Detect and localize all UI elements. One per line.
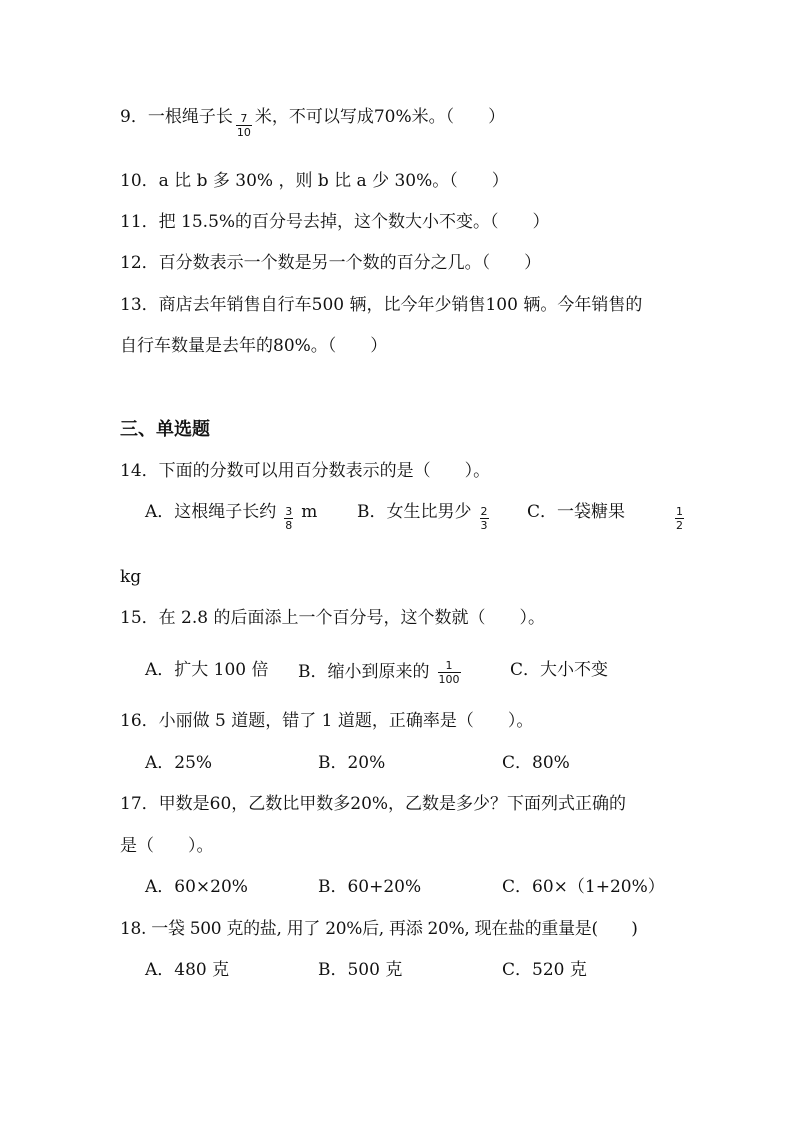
fraction-7-10: $\frac{7}{10}$ bbox=[236, 112, 251, 139]
question-16-option-c: C．80% bbox=[502, 753, 570, 773]
section-title: 三、单选题 bbox=[120, 419, 210, 440]
option-c-text: C．一袋糖果 bbox=[527, 502, 626, 522]
question-9 bbox=[120, 106, 505, 139]
question-15-option-a: A．扩大 100 倍 bbox=[145, 660, 269, 680]
option-b-text: B．缩小到原来的 bbox=[298, 662, 430, 682]
question-14-option-b bbox=[357, 501, 497, 532]
question-15-stem: 15．在 2.8 的后面添上一个百分号，这个数就（ ）。 bbox=[120, 608, 545, 628]
question-17-option-c: C．60×（1+20%） bbox=[502, 877, 665, 897]
question-16-option-a: A．25% bbox=[145, 753, 213, 773]
question-18-option-b: B．500 克 bbox=[318, 960, 403, 980]
question-15-option-c: C．大小不变 bbox=[510, 660, 609, 680]
question-11: 11．把 15.5%的百分号去掉，这个数大小不变。（ ） bbox=[120, 212, 550, 232]
question-13-line-1: 13．商店去年销售自行车500 辆，比今年少销售100 辆。今年销售的 bbox=[120, 295, 643, 315]
option-b-text: B．女生比男少 bbox=[357, 502, 472, 522]
option-a-text: A．这根绳子长约 bbox=[145, 502, 277, 522]
question-16-option-b: B．20% bbox=[318, 753, 386, 773]
question-18-option-a: A．480 克 bbox=[145, 960, 230, 980]
option-a-unit: m bbox=[301, 502, 318, 522]
question-17-option-b: B．60+20% bbox=[318, 877, 422, 897]
question-10: 10．a 比 b 多 30% ，则 b 比 a 少 30%。（ ） bbox=[120, 171, 509, 191]
question-9-text-before: 9．一根绳子长 bbox=[120, 107, 233, 127]
question-18-option-c: C．520 克 bbox=[502, 960, 587, 980]
question-14-wrap-unit: kg bbox=[120, 567, 142, 587]
question-12: 12．百分数表示一个数是另一个数的百分之几。（ ） bbox=[120, 253, 542, 273]
question-13-line-2: 自行车数量是去年的80%。（ ） bbox=[120, 336, 388, 356]
question-16-stem: 16．小丽做 5 道题，错了 1 道题，正确率是（ ）。 bbox=[120, 711, 534, 731]
question-17-stem-line-2: 是（ ）。 bbox=[120, 836, 214, 856]
fraction-1-100: $\frac{1}{100}$ bbox=[438, 659, 460, 686]
question-18-stem: 18. 一袋 500 克的盐, 用了 20%后, 再添 20%, 现在盐的重量是( ) bbox=[120, 919, 638, 939]
question-15-option-b bbox=[298, 659, 469, 686]
question-17-option-a: A．60×20% bbox=[145, 877, 248, 897]
question-9-text-after: 米，不可以写成70%米。（ ） bbox=[254, 107, 506, 127]
fraction-1-2: $\frac{1}{2}$ bbox=[676, 505, 684, 532]
fraction-3-8: $\frac{3}{8}$ bbox=[285, 505, 293, 532]
question-17-stem-line-1: 17．甲数是60，乙数比甲数多20%，乙数是多少？下面列式正确的 bbox=[120, 794, 627, 814]
question-14-stem: 14．下面的分数可以用百分数表示的是（ ）。 bbox=[120, 461, 491, 481]
question-14-option-c bbox=[527, 501, 684, 532]
question-14-option-a bbox=[145, 501, 317, 532]
fraction-2-3: $\frac{2}{3}$ bbox=[480, 505, 488, 532]
